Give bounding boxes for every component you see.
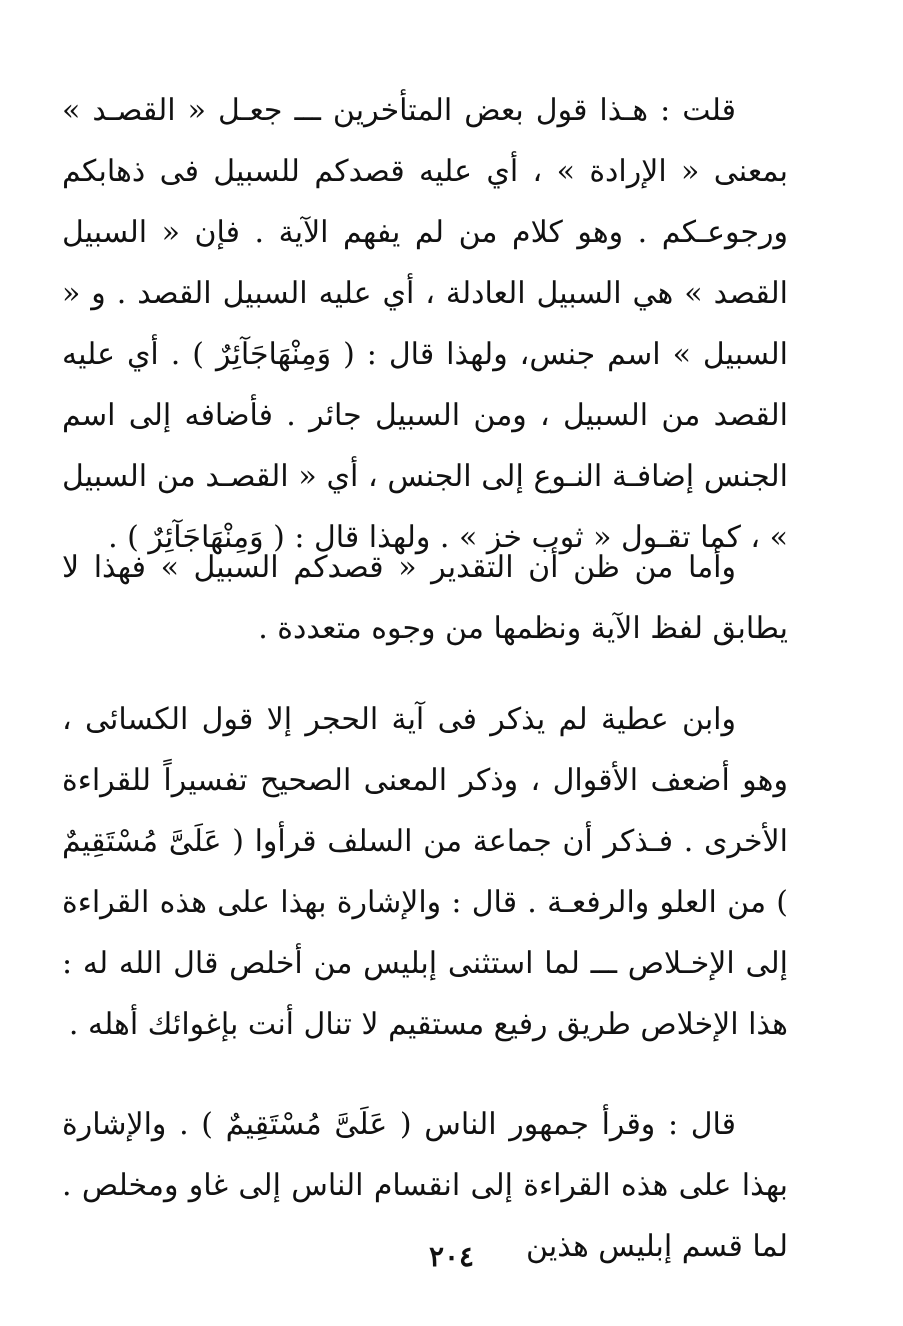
paragraph-1-text: قلت : هـذا قول بعض المتأخرين ـــ جعـل « القصـد » بمعنى « الإرادة » ، أي عليه قصدكم للسبيل فى ذهابكم ورجوعـكم . وهو كلام من لم يفهم الآية . فإن « السبيل القصد » هي السبيل العادلة ، أي عليه السبيل القصد . و « السبيل » اسم جنس، ولهذا قال : ( وَمِنْهَاجَآئِرٌ ) . أي عليه القصد من السبيل ، ومن السبيل جائر . فأضافه إلى اسم الجنس إضافـة النـوع إلى الجنس ، أي « القصـد من السبيل » ، كما تقـول « ثوب خز » . ولهذا قال : ( وَمِنْهَاجَآئِرٌ ) .: [62, 93, 788, 555]
page-number: ٢٠٤: [428, 1240, 475, 1273]
paragraph-3: [62, 689, 788, 1055]
paragraph-2: [62, 537, 788, 659]
paragraph-2-text: وأما من ظن أن التقدير « قصدكم السبيل » فهذا لا يطابق لفظ الآية ونظمها من وجوه متعددة .: [62, 550, 788, 646]
paragraph-1: [62, 80, 788, 568]
paragraph-4-text: قال : وقرأ جمهور الناس ( عَلَىَّ مُسْتَقِيمٌ ) . والإشارة بهذا على هذه القراءة إلى انقسام الناس إلى غاو ومخلص . لما قسم إبليس هذين: [62, 1107, 788, 1264]
paragraph-3-text: وابن عطية لم يذكر فى آية الحجر إلا قول الكسائى ، وهو أضعف الأقوال ، وذكر المعنى الصحيح تفسيراً للقراءة الأخرى . فـذكر أن جماعة من السلف قرأوا ( عَلَىَّ مُسْتَقِيمٌ ) من العلو والرفعـة . قال : والإشارة بهذا على هذه القراءة إلى الإخـلاص ـــ لما استثنى إبليس من أخلص قال الله له : هذا الإخلاص طريق رفيع مستقيم لا تنال أنت بإغوائك أهله .: [62, 702, 788, 1042]
